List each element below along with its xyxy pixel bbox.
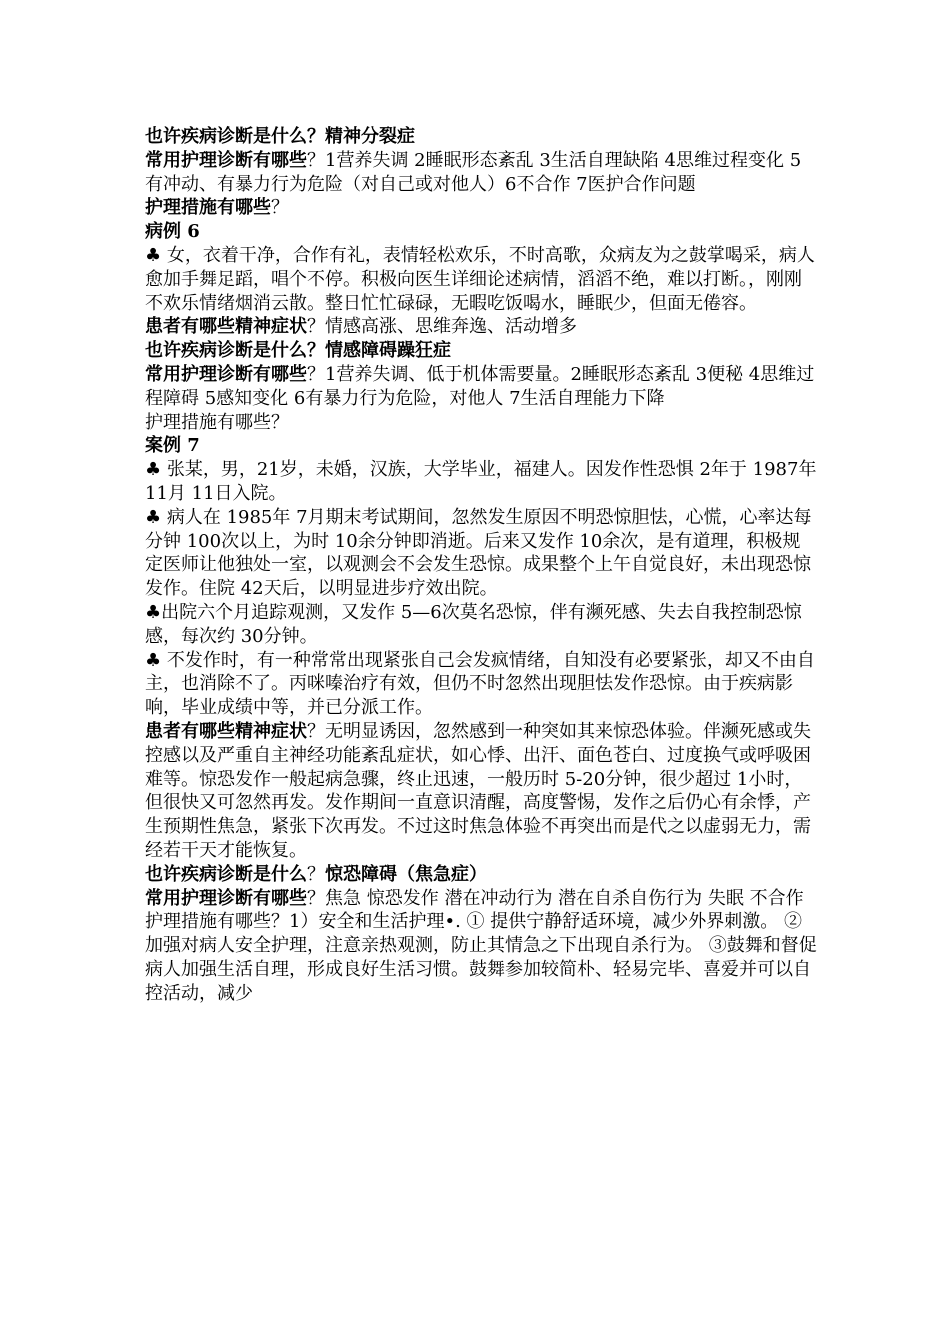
paragraph-16: 也许疾病诊断是什么？惊恐障碍（焦急症） (145, 863, 487, 885)
paragraph-1: 也许疾病诊断是什么？精神分裂症 (145, 126, 415, 147)
paragraph-13: ♣出院六个月追踪观测，又发作 5—6次莫名恐惊，伴有濒死感、失去自我控制恐惊感，每次约 30分钟。 (145, 601, 802, 647)
paragraph-5: ♣ 女，衣着干净，合作有礼，表情轻松欢乐，不时高歌，众病友为之鼓掌喝采，病人愈加手舞足蹈，唱个不停。积极向医生详细论述病情，滔滔不绝，难以打断。，刚刚不欢乐情绪烟消云散。整日忙忙碌碌，无暇吃饭喝水，睡眠少，但面无倦容。 (145, 244, 815, 314)
paragraph-17: 常用护理诊断有哪些？焦急 惊恐发作 潜在冲动行为 潜在自杀自伤行为 失眠 不合作 (145, 887, 804, 909)
paragraph-14: ♣ 不发作时，有一种常常出现紧张自己会发疯情绪，自知没有必要紧张，却又不由自主，也消除不了。丙咪嗪治疗有效，但仍不时忽然出现胆怯发作恐惊。由于疾病影响，毕业成绩中等，并已分派工作。 (145, 649, 815, 719)
paragraph-8: 常用护理诊断有哪些？1营养失调、低于机体需要量。2睡眠形态紊乱 3便秘 4思维过程障碍 5感知变化 6有暴力行为危险，对他人 7生活自理能力下降 (145, 363, 815, 409)
paragraph-15: 患者有哪些精神症状？无明显诱因，忽然感到一种突如其来惊恐体验。伴濒死感或失控感以及严重自主神经功能紊乱症状，如心悸、出汗、面色苍白、过度换气或呼吸困难等。惊恐发作一般起病急骤，终止迅速，一般历时 5-20分钟，很少超过 1小时，但很快又可忽然再发。发作期间一直意识清醒，高度警惕，发作之后仍心有余悸，产生预期性焦急，紧张下次再发。不过这时焦急体验不再突出而是代之以虚弱无力，需经若干天才能恢复。 (145, 720, 811, 861)
paragraph-7: 也许疾病诊断是什么？情感障碍躁狂症 (145, 340, 451, 362)
paragraph-3: 护理措施有哪些？ (145, 197, 289, 219)
paragraph-9: 护理措施有哪些？ (145, 411, 289, 433)
paragraph-18: 护理措施有哪些？1）安全和生活护理•. ① 提供宁静舒适环境，减少外界刺激。 ②加强对病人安全护理，注意亲热观测，防止其情急之下出现自杀行为。 ③鼓舞和督促病人加强生活自理，形成良好生活习惯。鼓舞参加较简朴、轻易完毕、喜爱并可以自控活动，减少 (145, 911, 817, 1004)
paragraph-11: ♣ 张某，男，21岁，未婚，汉族，大学毕业，福建人。因发作性恐惧 2年于 1987年 11月 11日入院。 (145, 459, 817, 504)
document-body (145, 125, 817, 1005)
paragraph-6: 患者有哪些精神症状？情感高涨、思维奔逸、活动增多 (145, 316, 577, 338)
paragraph-2: 常用护理诊断有哪些？1营养失调 2睡眠形态紊乱 3生活自理缺陷 4思维过程变化 5有冲动、有暴力行为危险（对自己或对他人）6不合作 7医护合作问题 (145, 149, 802, 195)
case-heading-7: 案例 7 (145, 435, 200, 457)
paragraph-12: ♣ 病人在 1985年 7月期末考试期间，忽然发生原因不明恐惊胆怯，心慌，心率达每分钟 100次以上，为时 10余分钟即消逝。后来又发作 10余次，是有道理，积极规定医师让他独处一室，以观测会不会发生恐惊。成果整个上午自觉良好，未出现恐惊发作。住院 42天后，以明显进步疗效出院。 (145, 506, 812, 600)
case-heading-6: 病例 6 (145, 221, 200, 243)
